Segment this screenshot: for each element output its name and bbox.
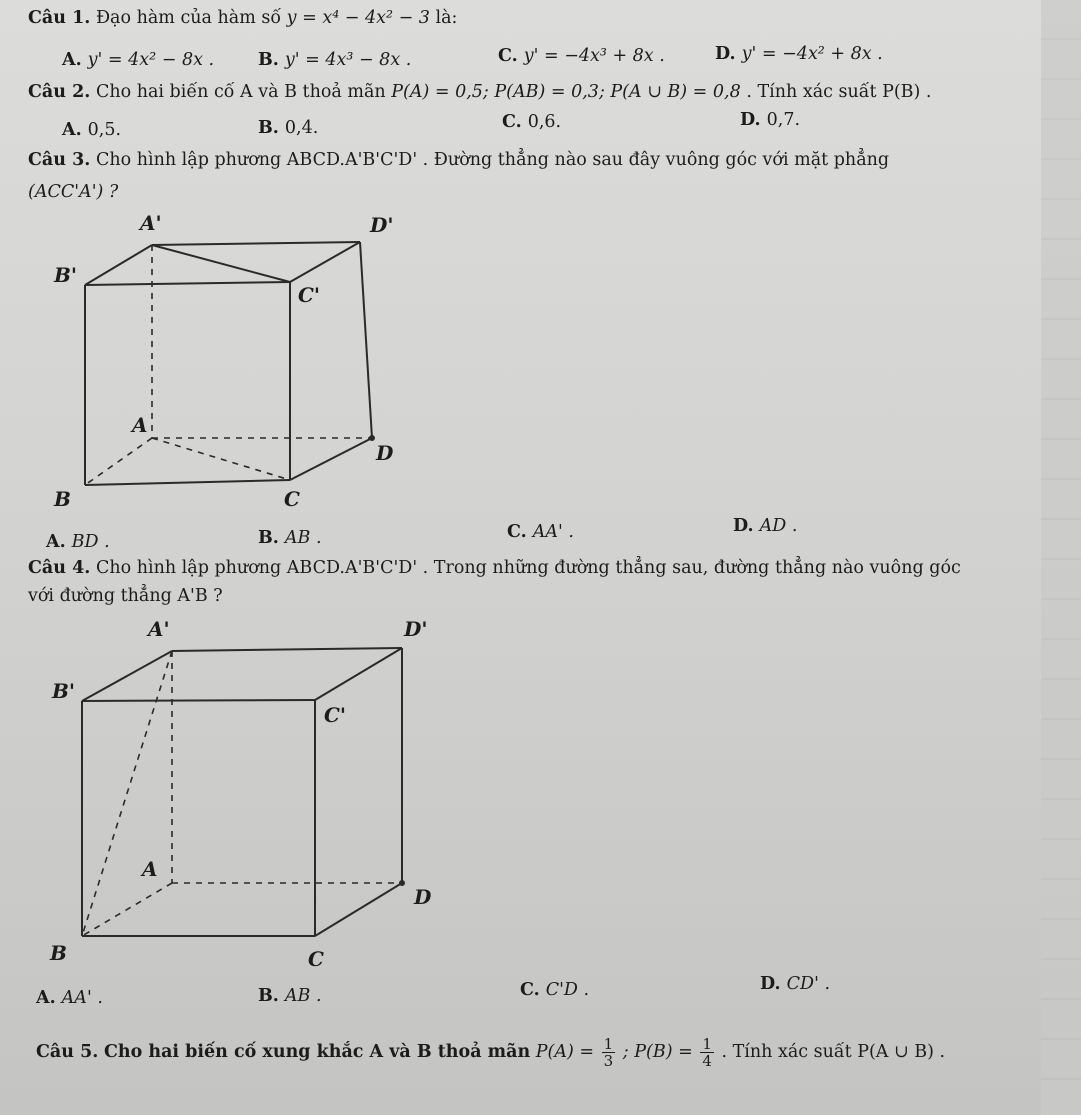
question-4-line2: với đường thẳng A'B ? [28,586,223,606]
question-1-text: Đạo hàm của hàm số [95,8,282,28]
fig1-label-d1: D' [370,213,394,237]
question-1 [28,8,457,28]
fig2-label-a1: A' [148,618,170,641]
question-5-suffix: . Tính xác suất P(A ∪ B) . [721,1042,946,1062]
question-3-option-b[interactable]: B. AB . [258,528,322,548]
question-3-line2: (ACC'A') ? [28,182,119,202]
cube-figure-2 [30,618,470,968]
question-1-option-b[interactable]: B. y' = 4x³ − 8x . [258,50,412,70]
question-5-pb: ; P(B) = [622,1042,693,1062]
question-4-option-a[interactable]: A. AA' . [36,988,103,1008]
question-4-label: Câu 4. [28,558,91,578]
page-edge-shadow [1041,0,1081,1115]
fig1-label-b: B [54,487,71,510]
fig1-label-a1: A' [140,211,162,235]
question-5-label: Câu 5. [36,1042,99,1062]
fig1-label-a: A [132,413,148,437]
question-5-text: Cho hai biến cố xung khắc A và B thoả mãn [103,1042,531,1062]
question-4-text: Cho hình lập phương ABCD.A'B'C'D' . Trong những đường thẳng sau, đường thẳng nào vuông góc [95,558,961,578]
question-1-option-d[interactable]: D. y' = −4x² + 8x . [715,44,883,64]
cube-figure-1 [40,210,460,510]
fig2-label-d1: D' [404,618,428,641]
question-5 [36,1036,945,1069]
question-2-option-c[interactable]: C. 0,6. [502,112,562,132]
fig1-label-b1: B' [54,263,78,287]
question-3-label: Câu 3. [28,150,91,170]
fig2-label-a: A [142,857,158,881]
question-1-option-c[interactable]: C. y' = −4x³ + 8x . [498,46,665,66]
question-5-frac-b: $\frac{1}{4}$ [702,1035,712,1070]
question-1-option-a[interactable]: A. y' = 4x² − 8x . [62,50,215,70]
question-1-suffix: là: [435,8,458,28]
question-2-option-d[interactable]: D. 0,7. [740,110,801,130]
question-2 [28,82,931,102]
question-4 [28,558,961,578]
question-4-option-b[interactable]: B. AB . [258,986,322,1006]
question-3 [28,150,889,170]
question-3-option-d[interactable]: D. AD . [733,516,798,536]
fig1-label-c: C [284,487,300,510]
fig2-label-d: D [414,885,432,909]
question-2-expr: P(A) = 0,5; P(AB) = 0,3; P(A ∪ B) = 0,8 [391,82,741,102]
fig2-label-c: C [308,947,324,968]
question-2-label: Câu 2. [28,82,91,102]
question-5-pa: P(A) = [535,1042,595,1062]
question-4-option-d[interactable]: D. CD' . [760,974,831,994]
fig2-label-b: B [50,941,67,965]
fig1-label-c1: C' [298,283,321,307]
question-3-option-a[interactable]: A. BD . [46,532,110,552]
fig2-label-b1: B' [52,679,76,703]
question-4-option-c[interactable]: C. C'D . [520,980,590,1000]
question-2-option-a[interactable]: A. 0,5. [62,120,122,140]
question-2-option-b[interactable]: B. 0,4. [258,118,319,138]
question-1-label: Câu 1. [28,8,91,28]
fig1-label-d: D [376,441,394,465]
fig2-label-c1: C' [324,703,347,727]
question-2-text: Cho hai biến cố A và B thoả mãn [95,82,386,102]
question-3-text: Cho hình lập phương ABCD.A'B'C'D' . Đường thẳng nào sau đây vuông góc với mặt phẳng [95,150,890,170]
question-3-option-c[interactable]: C. AA' . [507,522,574,542]
question-2-suffix: . Tính xác suất P(B) . [746,82,932,102]
question-5-frac-a: $\frac{1}{3}$ [603,1035,614,1070]
question-1-expr: y = x⁴ − 4x² − 3 [286,8,430,28]
